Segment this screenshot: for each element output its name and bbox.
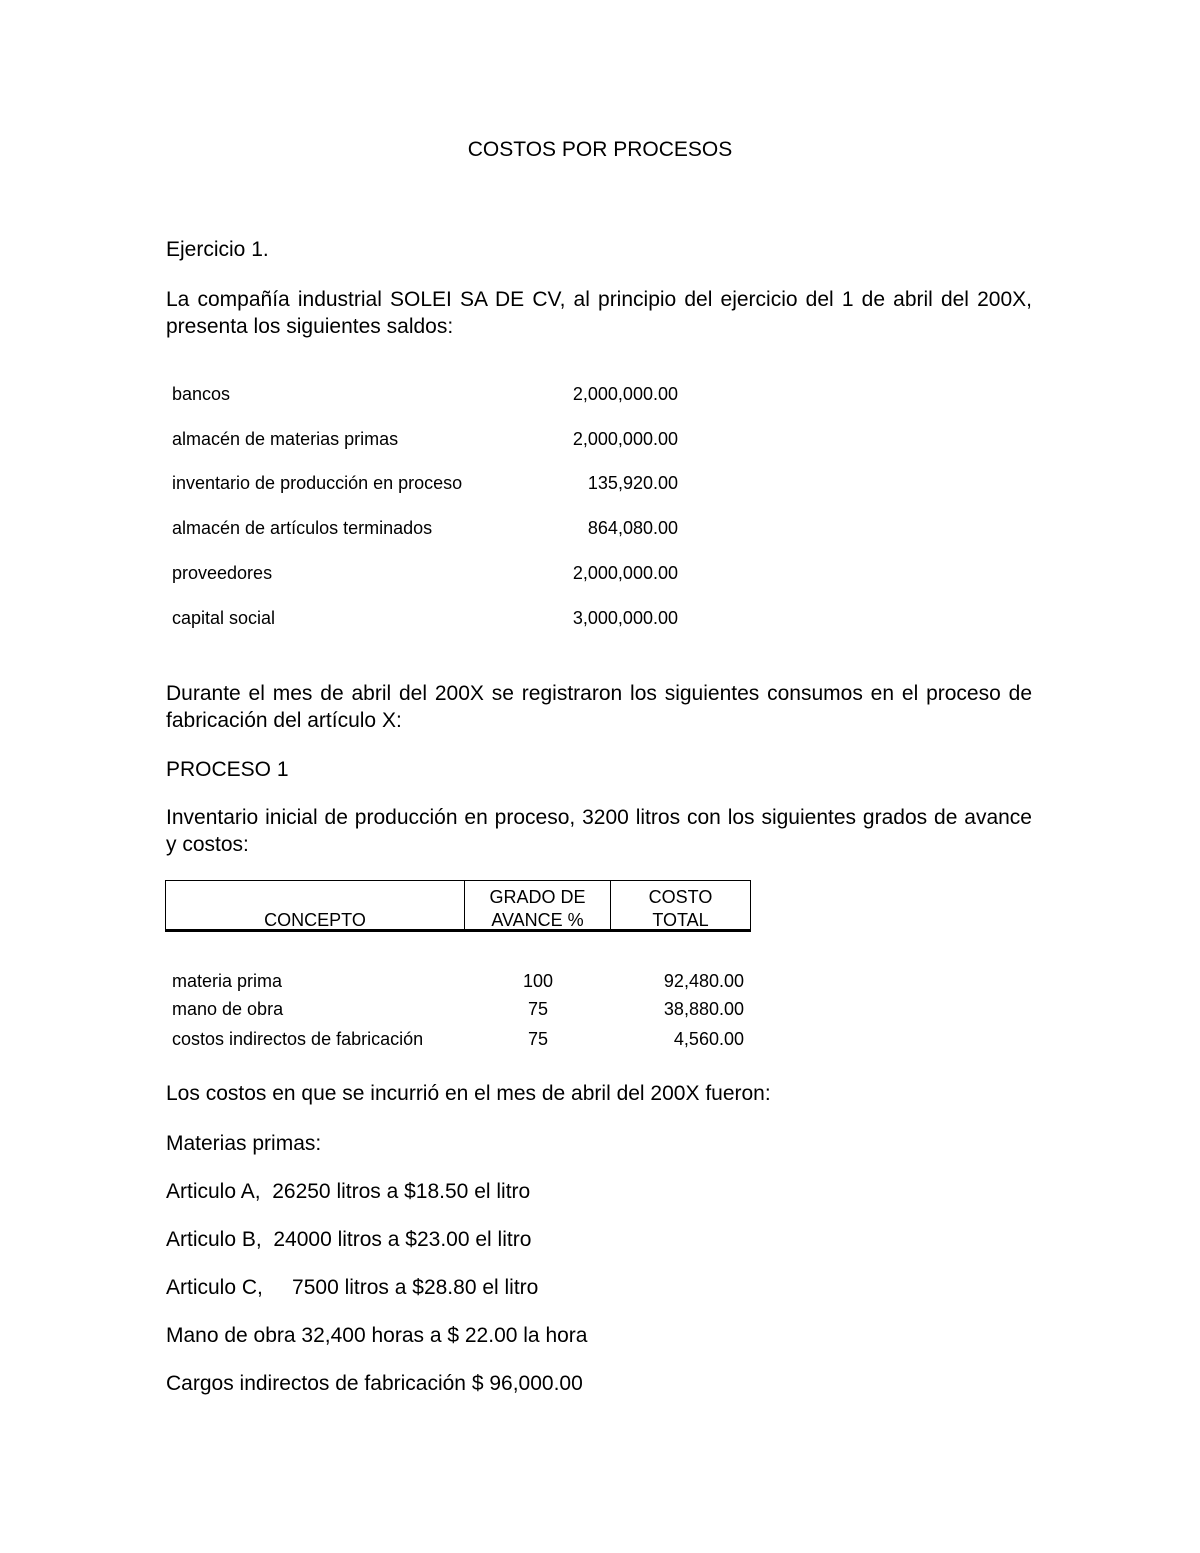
- table-row-grade: 75: [527, 999, 549, 1019]
- header-concept-cell: [166, 881, 465, 929]
- balance-label: almacén de materias primas: [172, 429, 399, 449]
- table-header: [165, 880, 751, 932]
- month-paragraph: Durante el mes de abril del 200X se registraron los siguientes consumos en el proceso de fabricación del artículo X:: [166, 682, 1032, 732]
- costs-intro: Los costos en que se incurrió en el mes de abril del 200X fueron:: [166, 1082, 771, 1105]
- inventory-paragraph: Inventario inicial de producción en proceso, 3200 litros con los siguientes grados de avance y costos:: [166, 806, 1032, 856]
- header-concept: CONCEPTO: [264, 910, 366, 930]
- intro-paragraph: La compañía industrial SOLEI SA DE CV, al principio del ejercicio del 1 de abril del 200X, presenta los siguientes saldos:: [166, 288, 1032, 338]
- header-cost: [611, 886, 750, 932]
- balance-label: almacén de artículos terminados: [172, 518, 433, 538]
- table-row-grade: 75: [527, 1029, 549, 1049]
- exercise-label: Ejercicio 1.: [166, 238, 269, 261]
- article-line: Articulo B, 24000 litros a $23.00 el litro: [166, 1228, 532, 1251]
- table-row-cost: 38,880.00: [663, 999, 744, 1019]
- article-line: Articulo A, 26250 litros a $18.50 el litro: [166, 1180, 531, 1203]
- balance-value: 2,000,000.00: [572, 384, 678, 404]
- header-grade: [465, 886, 610, 932]
- balance-label: proveedores: [172, 563, 273, 583]
- header-grade-line2: AVANCE %: [491, 910, 584, 930]
- balance-value: 2,000,000.00: [572, 563, 678, 583]
- process-heading: PROCESO 1: [166, 758, 289, 781]
- article-line: Articulo C, 7500 litros a $28.80 el litro: [166, 1276, 539, 1299]
- header-cost-line2: TOTAL: [652, 910, 709, 930]
- table-row-concept: costos indirectos de fabricación: [172, 1029, 424, 1049]
- balance-label: bancos: [172, 384, 231, 404]
- balance-value: 3,000,000.00: [572, 608, 678, 628]
- balance-label: inventario de producción en proceso: [172, 473, 463, 493]
- table-row-concept: mano de obra: [172, 999, 284, 1019]
- balance-value: 2,000,000.00: [572, 429, 678, 449]
- balance-label: capital social: [172, 608, 276, 628]
- raw-materials-heading: Materias primas:: [166, 1132, 322, 1155]
- balance-value: 135,920.00: [587, 473, 678, 493]
- header-cost-cell: [611, 881, 750, 929]
- table-row-cost: 4,560.00: [673, 1029, 744, 1049]
- table-row-cost: 92,480.00: [663, 971, 744, 991]
- overhead-line: Cargos indirectos de fabricación $ 96,000.00: [166, 1372, 583, 1395]
- balance-value: 864,080.00: [587, 518, 678, 538]
- table-row-concept: materia prima: [172, 971, 283, 991]
- header-cost-line1: COSTO: [648, 887, 713, 907]
- page-title: COSTOS POR PROCESOS: [467, 138, 733, 161]
- labor-line: Mano de obra 32,400 horas a $ 22.00 la hora: [166, 1324, 588, 1347]
- header-grade-cell: [465, 881, 611, 929]
- header-grade-line1: GRADO DE: [489, 887, 586, 907]
- table-row-grade: 100: [522, 971, 554, 991]
